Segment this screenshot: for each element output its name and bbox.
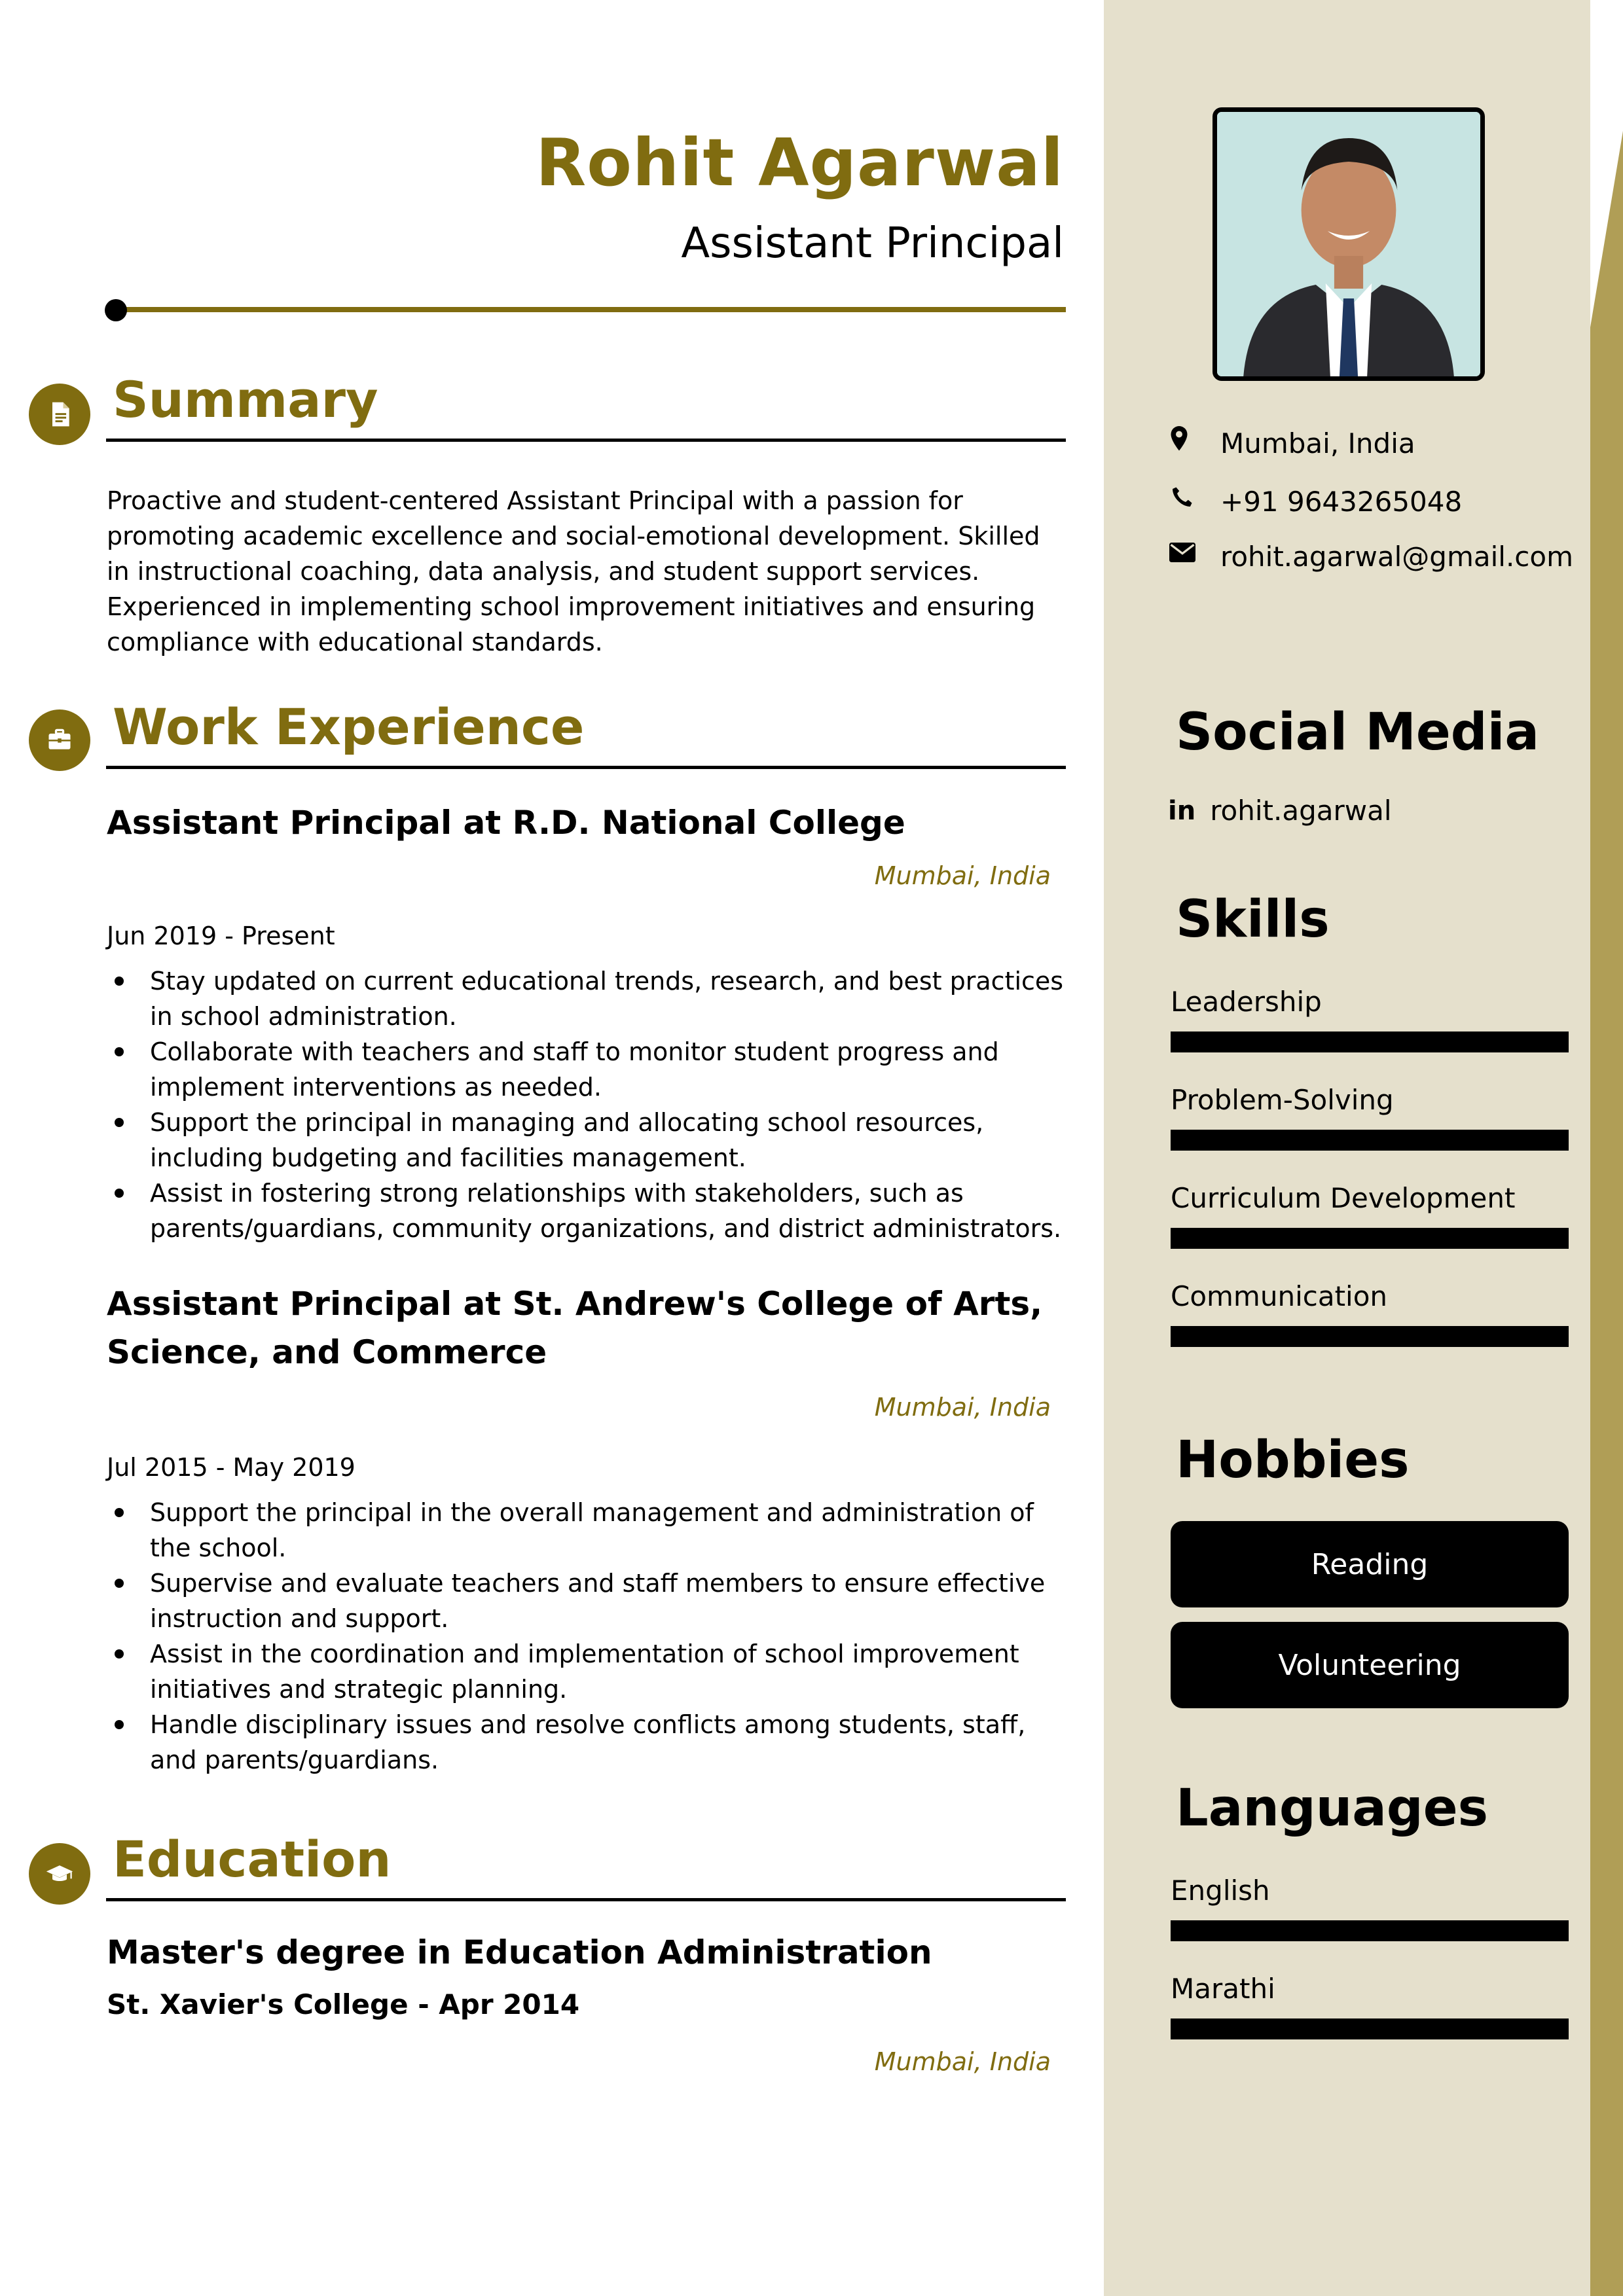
- list-item: Support the principal in the overall management and administration of the school.: [107, 1495, 1069, 1566]
- list-item: Assist in the coordination and implementation of school improvement initiatives and strategic planning.: [107, 1636, 1069, 1707]
- skill-label: Problem-Solving: [1171, 1084, 1394, 1116]
- phone-icon: [1169, 483, 1198, 512]
- hobby-chip: Reading: [1171, 1521, 1569, 1607]
- education-heading: Education: [113, 1830, 392, 1888]
- skill-bar-fill: [1171, 1326, 1569, 1347]
- experience-rule: [106, 766, 1066, 769]
- contact-email: [1169, 535, 1574, 579]
- contact-email-text[interactable]: rohit.agarwal@gmail.com: [1220, 541, 1574, 573]
- education-degree: Master's degree in Education Administration: [107, 1933, 932, 1971]
- skill-bar: [1171, 1130, 1569, 1151]
- header-divider: [117, 307, 1066, 312]
- summary-text: Proactive and student-centered Assistant Principal with a passion for promoting academic excellence and social-emotional development. Skilled in instructional coaching, data analysis, and student support services. Experienced in implementing school improvement initiatives and ensuring compliance with educational standards.: [107, 486, 1040, 656]
- sidebar-accent-wedge: [1590, 0, 1623, 2296]
- list-item: Collaborate with teachers and staff to monitor student progress and implement interventions as needed.: [107, 1034, 1069, 1105]
- social-heading: Social Media: [1176, 703, 1539, 762]
- profile-photo: [1213, 107, 1485, 381]
- summary-heading: Summary: [113, 370, 378, 429]
- experience-heading: Work Experience: [113, 698, 585, 756]
- contact-location-text: Mumbai, India: [1220, 427, 1415, 459]
- skill-bar: [1171, 1228, 1569, 1249]
- skill-label: Leadership: [1171, 986, 1322, 1018]
- map-pin-icon: [1169, 425, 1198, 454]
- job-dates: Jun 2019 - Present: [107, 922, 335, 950]
- skill-bar: [1171, 1031, 1569, 1052]
- contact-location: [1169, 422, 1574, 465]
- header-divider-dot: [105, 299, 127, 321]
- job-location: Mumbai, India: [874, 861, 1051, 890]
- briefcase-icon: [29, 709, 90, 771]
- education-school: St. Xavier's College - Apr 2014: [107, 1988, 580, 2020]
- skill-label: Communication: [1171, 1280, 1388, 1312]
- education-rule: [106, 1898, 1066, 1901]
- job-dates: Jul 2015 - May 2019: [107, 1453, 356, 1482]
- education-location: Mumbai, India: [874, 2047, 1051, 2076]
- envelope-icon: [1169, 538, 1198, 567]
- job-location: Mumbai, India: [874, 1393, 1051, 1422]
- skills-heading: Skills: [1176, 890, 1330, 949]
- language-bar-fill: [1171, 2018, 1569, 2039]
- list-item: Support the principal in managing and allocating school resources, including budgeting and facilities management.: [107, 1105, 1069, 1175]
- skill-bar-fill: [1171, 1130, 1569, 1151]
- social-handle[interactable]: rohit.agarwal: [1210, 795, 1392, 827]
- job-title: Assistant Principal at R.D. National College: [107, 804, 905, 842]
- language-bar: [1171, 1920, 1569, 1941]
- list-item: Handle disciplinary issues and resolve conflicts among students, staff, and parents/guardians.: [107, 1707, 1069, 1778]
- job-bullets: [107, 963, 1069, 1246]
- social-linkedin[interactable]: [1168, 795, 1392, 827]
- job-bullets: [107, 1495, 1069, 1778]
- linkedin-icon: in: [1168, 795, 1196, 826]
- candidate-name: Rohit Agarwal: [536, 124, 1064, 201]
- skill-bar-fill: [1171, 1228, 1569, 1249]
- list-item: Assist in fostering strong relationships with stakeholders, such as parents/guardians, community organizations, and district administrators.: [107, 1175, 1069, 1246]
- skill-bar: [1171, 1326, 1569, 1347]
- document-icon: [29, 384, 90, 445]
- language-label: Marathi: [1171, 1973, 1275, 2005]
- list-item: Stay updated on current educational trends, research, and best practices in school administration.: [107, 963, 1069, 1034]
- list-item: Supervise and evaluate teachers and staff members to ensure effective instruction and support.: [107, 1566, 1069, 1636]
- language-label: English: [1171, 1874, 1270, 1907]
- skill-bar-fill: [1171, 1031, 1569, 1052]
- hobby-chip: Volunteering: [1171, 1622, 1569, 1708]
- language-bar: [1171, 2018, 1569, 2039]
- contact-phone-text[interactable]: +91 9643265048: [1220, 486, 1463, 518]
- job-title: Assistant Principal at St. Andrew's College of Arts, Science, and Commerce: [107, 1285, 1043, 1371]
- summary-rule: [106, 439, 1066, 442]
- skill-label: Curriculum Development: [1171, 1182, 1516, 1214]
- hobbies-heading: Hobbies: [1176, 1431, 1410, 1490]
- graduation-cap-icon: [29, 1843, 90, 1905]
- languages-heading: Languages: [1176, 1779, 1489, 1838]
- contact-phone: [1169, 480, 1574, 524]
- language-bar-fill: [1171, 1920, 1569, 1941]
- candidate-title: Assistant Principal: [681, 219, 1064, 268]
